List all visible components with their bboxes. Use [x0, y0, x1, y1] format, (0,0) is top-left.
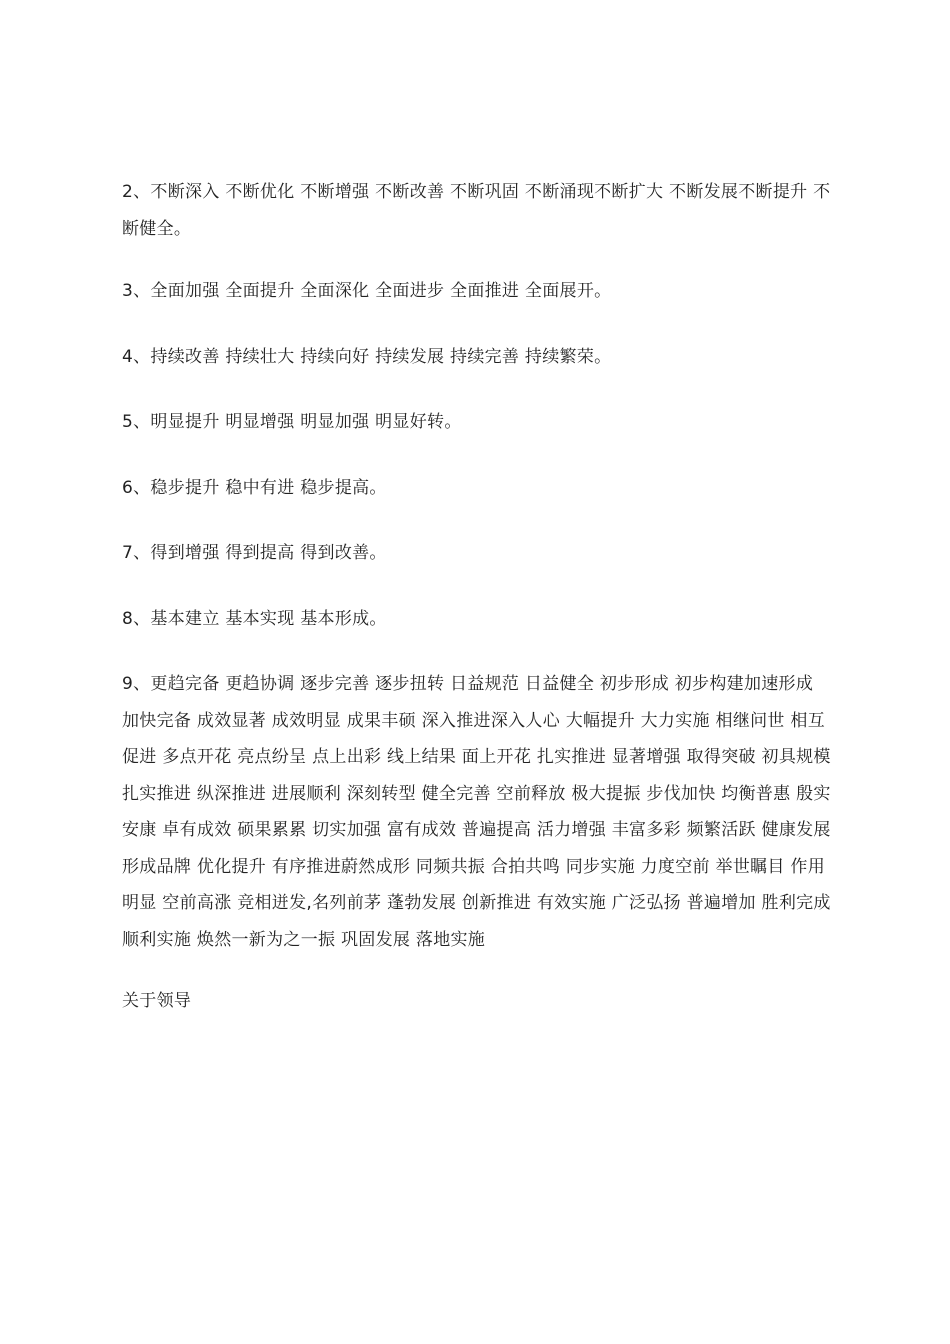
paragraph-item-3: 3、全面加强 全面提升 全面深化 全面进步 全面推进 全面展开。 — [122, 281, 612, 301]
paragraph-item-4: 4、持续改善 持续壮大 持续向好 持续发展 持续完善 持续繁荣。 — [122, 346, 612, 367]
paragraph-item-7: 7、得到增强 得到提高 得到改善。 — [122, 543, 387, 563]
paragraph-item-8: 8、基本建立 基本实现 基本形成。 — [122, 608, 387, 629]
paragraph-item-5: 5、明显提升 明显增强 明显加强 明显好转。 — [122, 412, 462, 432]
paragraph-item-6: 6、稳步提升 稳中有进 稳步提高。 — [122, 477, 387, 498]
document-body — [122, 174, 834, 1020]
paragraph-item-2: 2、不断深入 不断优化 不断增强 不断改善 不断巩固 不断涌现不断扩大 不断发展不断提升 不断健全。 — [122, 182, 831, 239]
section-heading: 关于领导 — [122, 991, 192, 1011]
paragraph-item-9: 9、更趋完备 更趋协调 逐步完善 逐步扭转 日益规范 日益健全 初步形成 初步构建加速形成 加快完备 成效显著 成效明显 成果丰硕 深入推进深入人心 大幅提升 大力实施 相继问世 相互促进 多点开花 亮点纷呈 点上出彩 线上结果 面上开花 扎实推进 显著增强 取得突破 初具规模 扎实推进 纵深推进 进展顺利 深刻转型 健全完善 空前释放 极大提振 步伐加快 均衡普惠 殷实安康 卓有成效 硕果累累 切实加强 富有成效 普遍提高 活力增强 丰富多彩 频繁活跃 健康发展 形成品牌 优化提升 有序推进蔚然成形 同频共振 合拍共鸣 同步实施 力度空前 举世瞩目 作用明显 空前高涨 竞相迸发,名列前茅 蓬勃发展 创新推进 有效实施 广泛弘扬 普遍增加 胜利完成 顺利实施 焕然一新为之一振 巩固发展 落地实施 — [122, 674, 831, 950]
